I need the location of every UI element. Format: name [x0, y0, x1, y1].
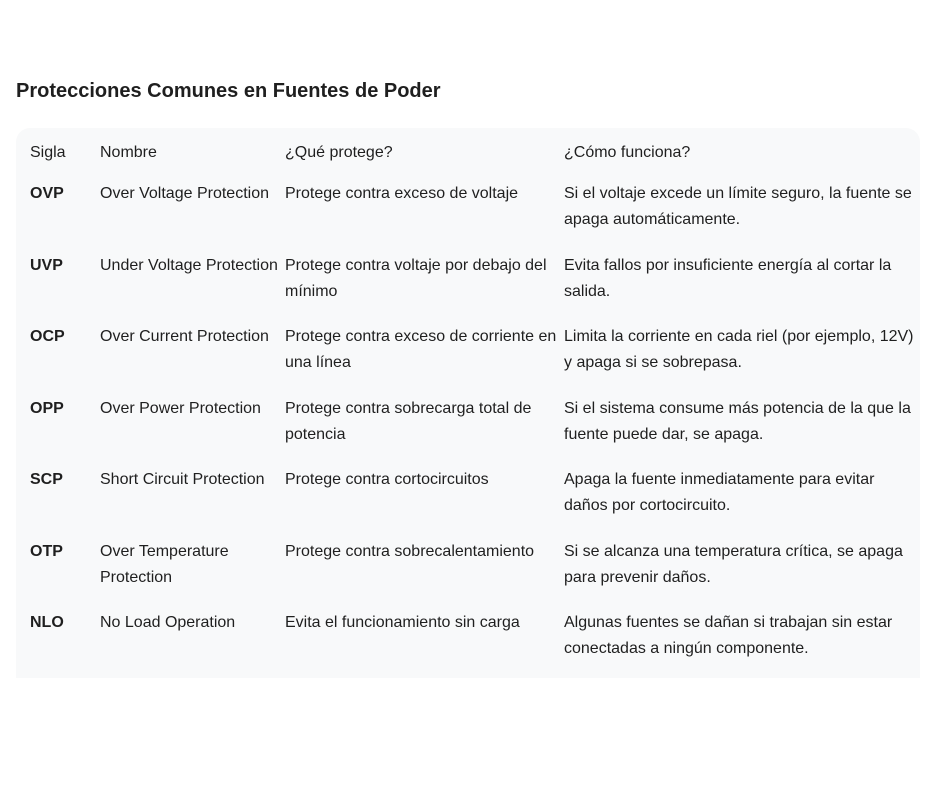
- protections-table-container: [16, 128, 920, 678]
- page-title: Protecciones Comunes en Fuentes de Poder: [16, 80, 441, 102]
- cell-nombre: Over Voltage Protection: [100, 185, 269, 202]
- cell-sigla: SCP: [30, 471, 63, 488]
- table-header-row: [16, 128, 920, 174]
- table-row: [16, 317, 920, 389]
- cell-como-funciona: Evita fallos por insuficiente energía al cortar la salida.: [564, 256, 892, 300]
- cell-como-funciona: Si el sistema consume más potencia de la que la fuente puede dar, se apaga.: [564, 399, 911, 443]
- cell-sigla: UVP: [30, 256, 63, 274]
- cell-que-protege: Protege contra voltaje por debajo del mínimo: [285, 256, 547, 300]
- table-row: [16, 389, 920, 461]
- header-como-funciona: ¿Cómo funciona?: [564, 144, 691, 161]
- cell-nombre: Over Current Protection: [100, 328, 269, 345]
- cell-nombre: Under Voltage Protection: [100, 256, 278, 274]
- table-row: [16, 460, 920, 532]
- cell-como-funciona: Apaga la fuente inmediatamente para evitar daños por cortocircuito.: [564, 471, 875, 514]
- cell-que-protege: Evita el funcionamiento sin carga: [285, 614, 520, 631]
- cell-que-protege: Protege contra sobrecalentamiento: [285, 542, 535, 560]
- cell-nombre: Over Temperature Protection: [100, 542, 229, 586]
- table-row: [16, 603, 920, 675]
- cell-como-funciona: Limita la corriente en cada riel (por ejemplo, 12V) y apaga si se sobrepasa.: [564, 328, 914, 371]
- cell-que-protege: Protege contra cortocircuitos: [285, 471, 489, 488]
- cell-sigla: OCP: [30, 328, 65, 345]
- cell-que-protege: Protege contra sobrecarga total de potencia: [285, 399, 532, 443]
- cell-sigla: OVP: [30, 185, 64, 202]
- cell-sigla: NLO: [30, 614, 64, 631]
- cell-nombre: Over Power Protection: [100, 399, 261, 417]
- header-nombre: Nombre: [100, 144, 157, 161]
- table-row: [16, 532, 920, 604]
- cell-como-funciona: Algunas fuentes se dañan si trabajan sin estar conectadas a ningún componente.: [564, 614, 893, 657]
- cell-sigla: OPP: [30, 399, 64, 417]
- cell-que-protege: Protege contra exceso de corriente en una línea: [285, 328, 557, 371]
- cell-como-funciona: Si el voltaje excede un límite seguro, la fuente se apaga automáticamente.: [564, 185, 912, 228]
- cell-nombre: No Load Operation: [100, 614, 236, 631]
- cell-como-funciona: Si se alcanza una temperatura crítica, se apaga para prevenir daños.: [564, 542, 903, 586]
- header-sigla: Sigla: [30, 144, 66, 161]
- cell-que-protege: Protege contra exceso de voltaje: [285, 185, 519, 202]
- cell-nombre: Short Circuit Protection: [100, 471, 265, 488]
- cell-sigla: OTP: [30, 542, 63, 560]
- protections-table: [16, 128, 920, 675]
- header-que-protege: ¿Qué protege?: [285, 144, 393, 161]
- table-row: [16, 174, 920, 246]
- table-row: [16, 246, 920, 318]
